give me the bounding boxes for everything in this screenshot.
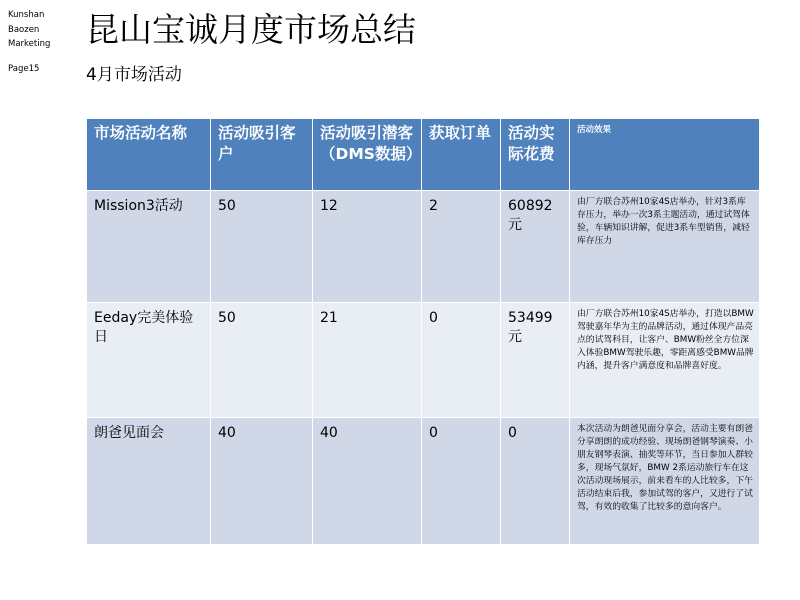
- cell-customers: 50: [211, 303, 313, 418]
- cell-effect: 本次活动为朗爸见面分享会，活动主要有朗爸分享朗朗的成功经验、现场朗爸钢琴演奏、小朋友钢琴表演、抽奖等环节，当日参加人群较多，现场气氛好，BMW 2系运动旅行车在这次活动现场展示，前来看车的人比较多，下午活动结束后我，参加试驾的客户，又进行了试驾，有效的收集了比较多的意向客户。: [570, 418, 760, 545]
- cell-customers: 50: [211, 191, 313, 303]
- cell-orders: 0: [422, 418, 501, 545]
- cell-effect: 由厂方联合苏州10家4S店举办，打造以BMW驾驶嘉年华为主的品牌活动，通过体现产品亮点的试驾科目，让客户、BMW粉丝全方位深入体验BMW驾驶乐趣，零距离感受BMW品牌内涵，提升客户满意度和品牌喜好度。: [570, 303, 760, 418]
- cell-cost: 53499元: [501, 303, 570, 418]
- sidebar-line-marketing: Marketing: [8, 39, 51, 49]
- header-attracted-customers: 活动吸引客户: [211, 119, 313, 191]
- cell-cost: 0: [501, 418, 570, 545]
- sidebar-line-kunshan: Kunshan: [8, 10, 45, 20]
- cell-activity-name: Mission3活动: [87, 191, 211, 303]
- cell-prospects: 40: [313, 418, 422, 545]
- table-row: [87, 303, 760, 418]
- header-actual-cost: 活动实际花费: [501, 119, 570, 191]
- cell-customers: 40: [211, 418, 313, 545]
- cell-prospects: 21: [313, 303, 422, 418]
- cell-orders: 0: [422, 303, 501, 418]
- cell-activity-name: 朗爸见面会: [87, 418, 211, 545]
- page-title: 昆山宝诚月度市场总结: [86, 10, 416, 49]
- page-number: Page15: [8, 63, 40, 74]
- cell-prospects: 12: [313, 191, 422, 303]
- sidebar-line-baozen: Baozen: [8, 24, 40, 35]
- table-row: [87, 191, 760, 303]
- cell-cost: 60892元: [501, 191, 570, 303]
- cell-orders: 2: [422, 191, 501, 303]
- table-header-row: [87, 119, 760, 191]
- header-orders: 获取订单: [422, 119, 501, 191]
- page-subtitle: 4月市场活动: [86, 65, 182, 85]
- header-activity-name: 市场活动名称: [87, 119, 211, 191]
- activity-table: [86, 118, 760, 545]
- header-attracted-prospects: 活动吸引潜客（DMS数据）: [313, 119, 422, 191]
- cell-effect: 由厂方联合苏州10家4S店举办，针对3系库存压力，举办一次3系主题活动，通过试驾体验，车辆知识讲解，促进3系车型销售，减轻库存压力: [570, 191, 760, 303]
- table-row: [87, 418, 760, 545]
- cell-activity-name: Eeday完美体验日: [87, 303, 211, 418]
- header-effect: 活动效果: [570, 119, 760, 191]
- sidebar-info: [8, 8, 50, 76]
